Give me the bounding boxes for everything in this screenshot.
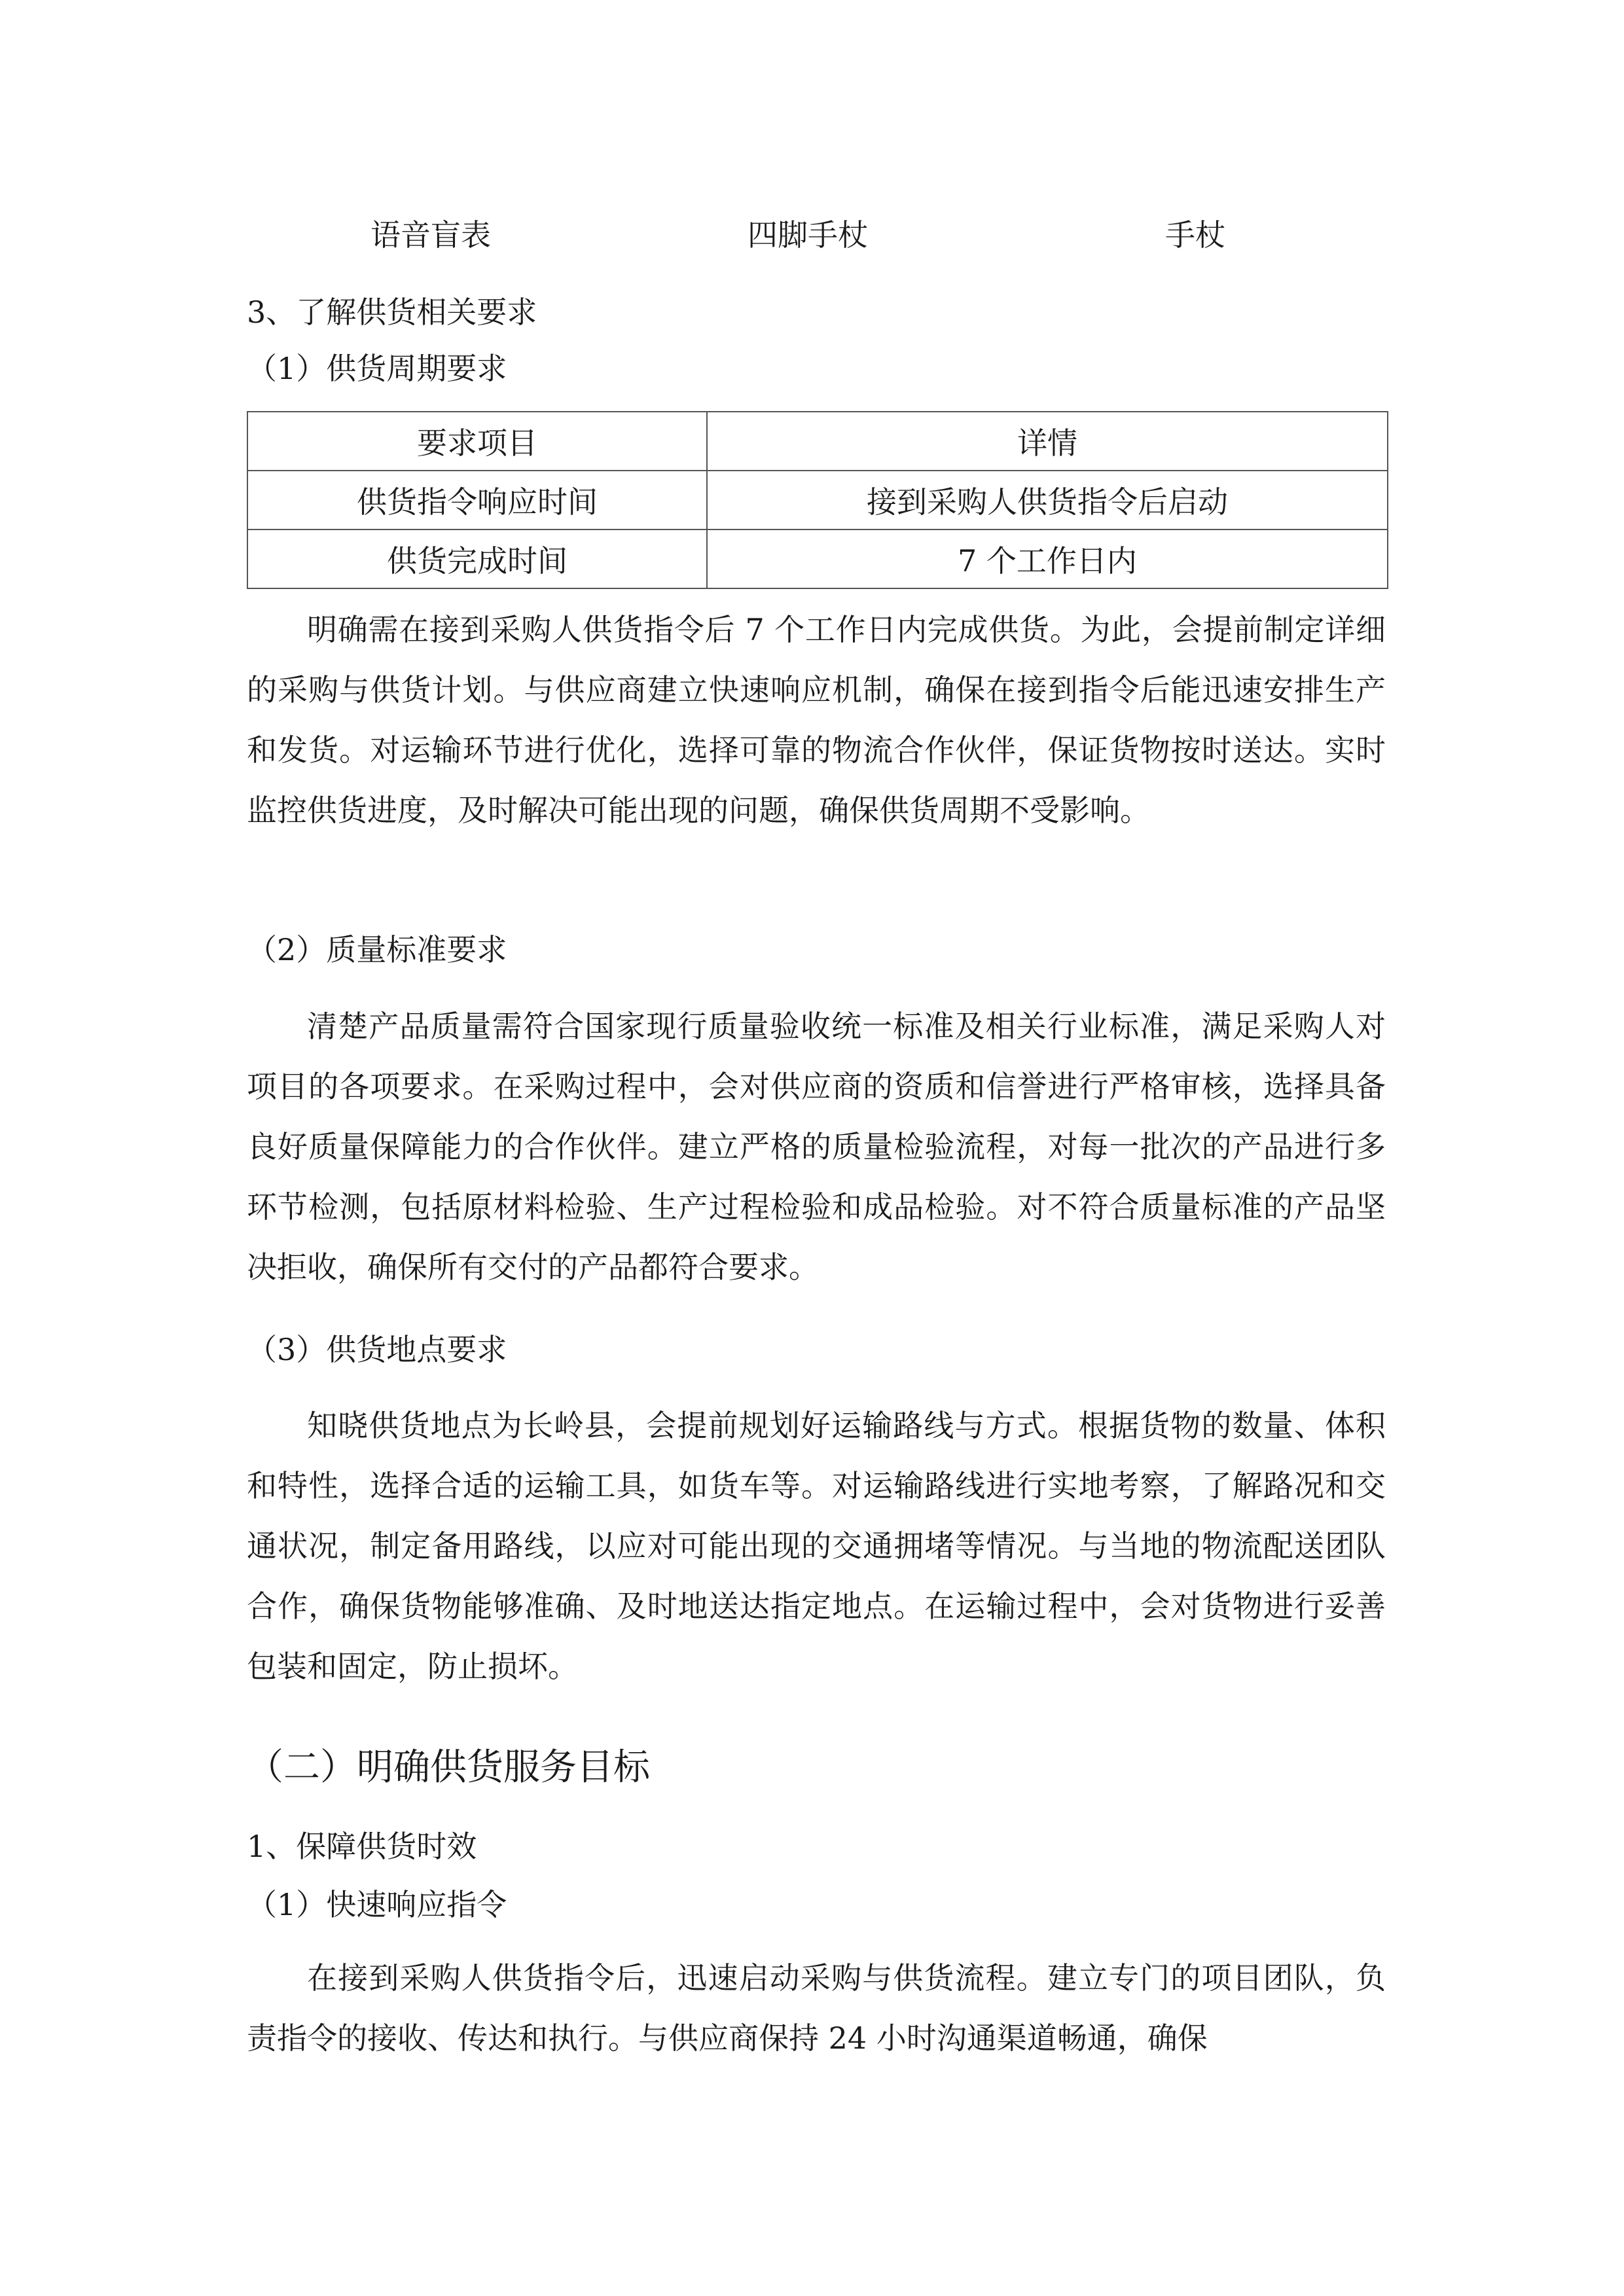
table-cell: 7 个工作日内 [707, 529, 1388, 588]
table-row [247, 529, 1388, 588]
table-header-row [247, 412, 1388, 471]
paragraph-supply-cycle: 明确需在接到采购人供货指令后 7 个工作日内完成供货。为此，会提前制定详细的采购与供货计划。与供应商建立快速响应机制，确保在接到指令后能迅速安排生产和发货。对运输环节进行优化，选择可靠的物流合作伙伴，保证货物按时送达。实时监控供货进度，及时解决可能出现的问题，确保供货周期不受影响。 [247, 612, 1386, 828]
subheading-fast-response: （1）快速响应指令 [247, 1887, 507, 1922]
subheading-supply-cycle: （1）供货周期要求 [247, 351, 507, 386]
subheading-quality-standard: （2）质量标准要求 [247, 932, 507, 967]
table-row [247, 471, 1388, 529]
caption-voice-watch: 语音盲表 [370, 217, 491, 253]
table-header-cell: 要求项目 [247, 412, 707, 471]
table-header-cell: 详情 [707, 412, 1388, 471]
caption-cane: 手杖 [1165, 217, 1225, 253]
subheading-supply-location: （3）供货地点要求 [247, 1332, 507, 1367]
paragraph-fast-response: 在接到采购人供货指令后，迅速启动采购与供货流程。建立专门的项目团队，负责指令的接收、传达和执行。与供应商保持 24 小时沟通渠道畅通，确保 [247, 1960, 1386, 2056]
section-heading-supply-requirements: 3、了解供货相关要求 [247, 295, 537, 330]
table-cell: 供货完成时间 [247, 529, 707, 588]
table-cell: 接到采购人供货指令后启动 [707, 471, 1388, 529]
paragraph-supply-location: 知晓供货地点为长岭县，会提前规划好运输路线与方式。根据货物的数量、体积和特性，选择合适的运输工具，如货车等。对运输路线进行实地考察，了解路况和交通状况，制定备用路线，以应对可能出现的交通拥堵等情况。与当地的物流配送团队合作，确保货物能够准确、及时地送达指定地点。在运输过程中，会对货物进行妥善包装和固定，防止损坏。 [247, 1408, 1386, 1684]
requirements-table [247, 411, 1388, 589]
caption-four-leg-cane: 四脚手杖 [748, 217, 868, 253]
section-heading-service-goals: （二）明确供货服务目标 [247, 1746, 650, 1789]
paragraph-quality-standard: 清楚产品质量需符合国家现行质量验收统一标准及相关行业标准，满足采购人对项目的各项要求。在采购过程中，会对供应商的资质和信誉进行严格审核，选择具备良好质量保障能力的合作伙伴。建立严格的质量检验流程，对每一批次的产品进行多环节检测，包括原材料检验、生产过程检验和成品检验。对不符合质量标准的产品坚决拒收，确保所有交付的产品都符合要求。 [247, 1009, 1386, 1285]
item-heading-delivery-timeliness: 1、保障供货时效 [247, 1829, 477, 1864]
table-cell: 供货指令响应时间 [247, 471, 707, 529]
